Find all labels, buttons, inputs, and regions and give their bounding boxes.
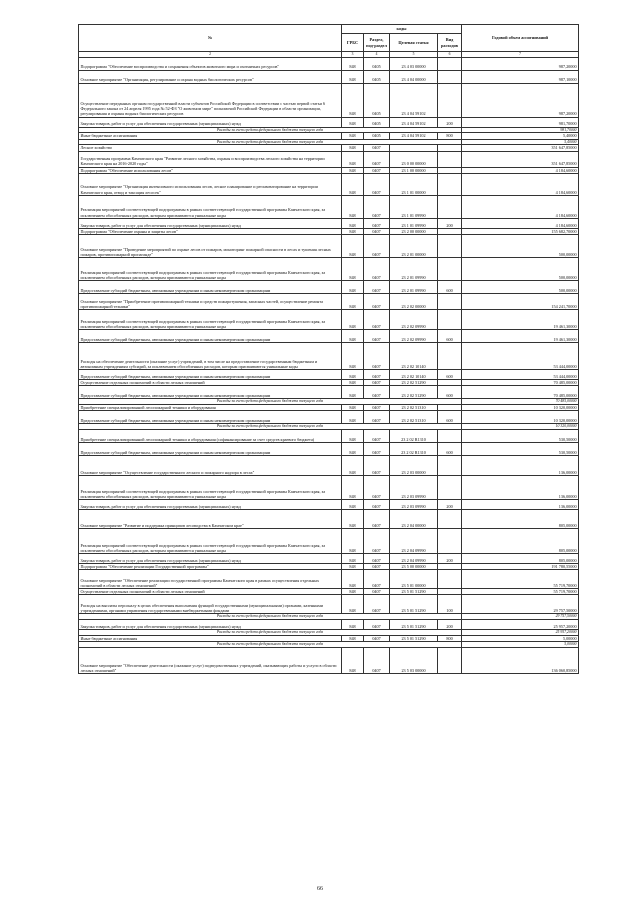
note-text: Расходы за счет средств федерального бюджета текущего года — [79, 127, 462, 133]
target-code: 23 2 03 09990 — [390, 500, 438, 510]
amount: 136 060,85000 — [462, 648, 579, 674]
target-code: 23 4 03 00000 — [390, 57, 438, 70]
index-cell: 6 — [438, 52, 462, 58]
table-row — [79, 57, 579, 70]
razdel-code: 0405 — [364, 83, 390, 117]
table-row — [79, 151, 579, 167]
target-code: 23 2 04 09990 — [390, 554, 438, 564]
item-name: Основное мероприятие "Обеспечение деятельности (оказание услуг) подведомственных учреждений, оказывающих работы и услуги в области лесных отношений" — [79, 648, 342, 674]
amount: 136,00000 — [462, 476, 579, 500]
note-amount: 5,00000 — [462, 642, 579, 648]
razdel-code: 0405 — [364, 133, 390, 139]
header-grbs: ГРБС — [342, 34, 364, 52]
table-row — [79, 430, 579, 443]
target-code: 23 2 01 00000 — [390, 235, 438, 258]
vid-code — [438, 310, 462, 330]
grbs-code: 848 — [342, 620, 364, 630]
item-name: Осуществление отдельных полномочий в области лесных отношений — [79, 589, 342, 595]
amount: 55 719,70000 — [462, 589, 579, 595]
razdel-code: 0405 — [364, 117, 390, 127]
razdel-code: 0407 — [364, 145, 390, 151]
item-name: Подпрограмма "Обеспечение воспроизводства и сохранения объектов животного мира и охотничьих ресурсов" — [79, 57, 342, 70]
amount: 53 444,00000 — [462, 370, 579, 380]
razdel-code: 0407 — [364, 456, 390, 476]
vid-code: 600 — [438, 330, 462, 343]
index-cell: 5 — [390, 52, 438, 58]
vid-code — [438, 70, 462, 83]
razdel-code: 0407 — [364, 476, 390, 500]
note-text: Расходы за счет средств федерального бюджета текущего года — [79, 424, 462, 430]
table-row — [79, 443, 579, 456]
item-name: Реализация мероприятий соответствующей подпрограммы в рамках соответствующей государственной программы Камчатского края, за исключением обособленных расходов, которым присваиваются уникальные коды — [79, 476, 342, 500]
razdel-code: 0407 — [364, 195, 390, 218]
item-name: Основное мероприятие "Обеспечение реализации государственной программы Камчатского края в рамках осуществления отдельных полномочий в области лесных отношений" — [79, 570, 342, 589]
index-cell: 2 — [79, 52, 342, 58]
vid-code: 600 — [438, 386, 462, 399]
table-row — [79, 281, 579, 294]
target-code: 23 4 04 00000 — [390, 70, 438, 83]
amount: 25 957,20000 — [462, 620, 579, 630]
target-code: 23 2 02 10140 — [390, 343, 438, 370]
grbs-code: 848 — [342, 589, 364, 595]
vid-code — [438, 570, 462, 589]
item-name: Подпрограмма "Обеспечение использования лесов" — [79, 167, 342, 173]
vid-code — [438, 529, 462, 554]
razdel-code: 0407 — [364, 620, 390, 630]
target-code: 23 1 01 09990 — [390, 195, 438, 218]
vid-code — [438, 258, 462, 281]
grbs-code: 848 — [342, 554, 364, 564]
grbs-code: 848 — [342, 529, 364, 554]
grbs-code: 848 — [342, 456, 364, 476]
item-name: Основное мероприятие "Проведение мероприятий по охране лесов от пожаров, мониторинг пожарной опасности в лесах и тушения лесных пожаров, противопожарной пропаганде" — [79, 235, 342, 258]
razdel-code: 0407 — [364, 173, 390, 195]
razdel-code: 0407 — [364, 570, 390, 589]
budget-table-page — [78, 24, 578, 674]
grbs-code: 848 — [342, 476, 364, 500]
table-row — [79, 343, 579, 370]
target-code: 23 2 04 09990 — [390, 529, 438, 554]
amount: 53 444,00000 — [462, 343, 579, 370]
table-row — [79, 510, 579, 529]
amount: 4 184,60000 — [462, 195, 579, 218]
amount: 136,00000 — [462, 500, 579, 510]
vid-code: 800 — [438, 133, 462, 139]
table-body — [79, 57, 579, 673]
item-name: Предоставление субсидий бюджетным, автономным учреждениям и иным некоммерческим организациям — [79, 443, 342, 456]
index-cell: 7 — [462, 52, 579, 58]
target-code: 23 2 02 51290 — [390, 386, 438, 399]
target-code: 23 2 02 09990 — [390, 330, 438, 343]
vid-code: 200 — [438, 500, 462, 510]
amount: 19 461,30000 — [462, 310, 579, 330]
razdel-code: 0407 — [364, 589, 390, 595]
index-cell: 4 — [364, 52, 390, 58]
grbs-code: 848 — [342, 343, 364, 370]
razdel-code: 0407 — [364, 294, 390, 310]
razdel-code: 0407 — [364, 554, 390, 564]
item-name: Осуществление переданных органам государственной власти субъектов Российской Федерации в соответствии с частью первой статьи 6 Федерального закона от 24 апреля 1995 года № 52-ФЗ "О животном мире" полномочий Российской Федерации в области организации, регулирования и охраны водных биологических ресурсов — [79, 83, 342, 117]
razdel-code: 0407 — [364, 510, 390, 529]
item-name: Основное мероприятие "Организация интенсивного использования лесов, лесное планирование и регламентирование на территории Камчатского края, отвод и таксация лесосек" — [79, 173, 342, 195]
vid-code — [438, 456, 462, 476]
razdel-code: 0407 — [364, 258, 390, 281]
amount: 29 757,50000 — [462, 595, 579, 614]
grbs-code: 848 — [342, 411, 364, 424]
table-row — [79, 411, 579, 424]
grbs-code: 848 — [342, 380, 364, 386]
amount: 10 320,00000 — [462, 405, 579, 411]
target-code: 23 2 04 00000 — [390, 510, 438, 529]
table-row — [79, 500, 579, 510]
razdel-code: 0407 — [364, 386, 390, 399]
razdel-code: 0407 — [364, 500, 390, 510]
amount: 805,00000 — [462, 554, 579, 564]
amount: 55 719,70000 — [462, 570, 579, 589]
table-row — [79, 70, 579, 83]
grbs-code: 848 — [342, 57, 364, 70]
target-code: 23 2 02 00000 — [390, 294, 438, 310]
table-row — [79, 195, 579, 218]
grbs-code: 848 — [342, 500, 364, 510]
vid-code — [438, 195, 462, 218]
vid-code: 800 — [438, 636, 462, 642]
amount: 155 682,70000 — [462, 228, 579, 234]
vid-code — [438, 235, 462, 258]
target-code: 23 5 01 51290 — [390, 589, 438, 595]
note-text: Расходы за счет средств федерального бюджета текущего года — [79, 399, 462, 405]
table-row — [79, 173, 579, 195]
grbs-code: 848 — [342, 167, 364, 173]
grbs-code: 848 — [342, 117, 364, 127]
target-code: 23 5 03 00000 — [390, 648, 438, 674]
table-row — [79, 456, 579, 476]
vid-code — [438, 648, 462, 674]
header-amount: Годовой объем ассигнований — [462, 25, 579, 52]
item-name: Основное мероприятие "Развитие и поддержка принципов лесоводства в Камчатском крае" — [79, 510, 342, 529]
target-code: 23 1 01 09990 — [390, 218, 438, 228]
note-text: Расходы за счет средств федерального бюджета текущего года — [79, 614, 462, 620]
item-name: Закупка товаров, работ и услуг для обеспечения государственных (муниципальных) нужд — [79, 117, 342, 127]
amount: 500,00000 — [462, 235, 579, 258]
vid-code: 600 — [438, 443, 462, 456]
item-name: Лесное хозяйство — [79, 145, 342, 151]
item-name: Осуществление отдельных полномочий в области лесных отношений — [79, 380, 342, 386]
table-row — [79, 570, 579, 589]
amount: 500,00000 — [462, 281, 579, 294]
amount: 4 184,60000 — [462, 167, 579, 173]
header-target: Целевая статья — [390, 34, 438, 52]
table-row — [79, 83, 579, 117]
grbs-code: 848 — [342, 370, 364, 380]
grbs-code: 848 — [342, 405, 364, 411]
header-razdel: Раздел, под-раздел — [364, 34, 390, 52]
table-row — [79, 554, 579, 564]
target-code: 23 5 00 00000 — [390, 564, 438, 570]
razdel-code: 0407 — [364, 648, 390, 674]
target-code: 23 5 01 51290 — [390, 595, 438, 614]
item-name: Подпрограмма "Обеспечение охраны и защиты лесов" — [79, 228, 342, 234]
note-text: Расходы за счет средств федерального бюджета текущего года — [79, 139, 462, 145]
item-name: Предоставление субсидий бюджетным, автономным учреждениям и иным некоммерческим организациям — [79, 330, 342, 343]
target-code: 23 2 02 51310 — [390, 405, 438, 411]
item-name: Закупка товаров, работ и услуг для обеспечения государственных (муниципальных) нужд — [79, 218, 342, 228]
grbs-code: 848 — [342, 258, 364, 281]
vid-code — [438, 83, 462, 117]
amount: 987,10000 — [462, 70, 579, 83]
razdel-code: 0407 — [364, 218, 390, 228]
amount: 500,00000 — [462, 258, 579, 281]
target-code: 23 2 02 R1310 — [390, 430, 438, 443]
grbs-code: 848 — [342, 595, 364, 614]
table-row — [79, 595, 579, 614]
header-codes: коды — [342, 25, 462, 34]
item-name: Закупка товаров, работ и услуг для обеспечения государственных (муниципальных) нужд — [79, 554, 342, 564]
vid-code: 200 — [438, 554, 462, 564]
item-name: Расходы на выплаты персоналу в целях обеспечения выполнения функций государственными (муниципальными) органами, казенными учреждениями, органами управления государственными внебюджетными фондами — [79, 595, 342, 614]
grbs-code: 848 — [342, 330, 364, 343]
target-code: 23 2 02 R1310 — [390, 443, 438, 456]
grbs-code: 848 — [342, 145, 364, 151]
note-amount: 10 320,00000 — [462, 424, 579, 430]
table-row — [79, 258, 579, 281]
page-number: 66 — [317, 886, 323, 892]
vid-code — [438, 294, 462, 310]
item-name: Основное мероприятие "Осуществление государственного лесного и пожарного надзора в лесах" — [79, 456, 342, 476]
razdel-code: 0407 — [364, 310, 390, 330]
amount: 4 184,60000 — [462, 218, 579, 228]
amount: 191 780,55000 — [462, 564, 579, 570]
amount: 5,00000 — [462, 636, 579, 642]
grbs-code: 848 — [342, 235, 364, 258]
vid-code — [438, 476, 462, 500]
grbs-code: 848 — [342, 570, 364, 589]
item-name: Реализация мероприятий соответствующей подпрограммы в рамках соответствующей государственной программы Камчатского края, за исключением обособленных расходов, которым присваиваются уникальные коды — [79, 195, 342, 218]
item-name: Государственная программа Камчатского края "Развитие лесного хозяйства, охраны и воспроизводства лесного хозяйства на территории Камчатского края на 2016-2020 годы" — [79, 151, 342, 167]
target-code: 23 2 01 09990 — [390, 281, 438, 294]
grbs-code: 848 — [342, 228, 364, 234]
razdel-code: 0407 — [364, 529, 390, 554]
vid-code: 600 — [438, 370, 462, 380]
vid-code: 200 — [438, 620, 462, 630]
target-code: 23 4 04 59102 — [390, 133, 438, 139]
grbs-code: 848 — [342, 510, 364, 529]
vid-code: 100 — [438, 595, 462, 614]
vid-code: 600 — [438, 411, 462, 424]
vid-code: 200 — [438, 218, 462, 228]
item-name: Иные бюджетные ассигнования — [79, 636, 342, 642]
target-code: 23 1 00 00000 — [390, 167, 438, 173]
item-name: Приобретение специализированной лесопожарной техники и оборудования — [79, 405, 342, 411]
target-code: 23 5 01 00000 — [390, 570, 438, 589]
razdel-code: 0407 — [364, 330, 390, 343]
grbs-code: 848 — [342, 443, 364, 456]
table-row — [79, 476, 579, 500]
target-code: 23 2 02 51290 — [390, 380, 438, 386]
table-row — [79, 330, 579, 343]
grbs-code: 848 — [342, 151, 364, 167]
grbs-code: 848 — [342, 310, 364, 330]
header-vid: Вид расходов — [438, 34, 462, 52]
amount: 5,40000 — [462, 133, 579, 139]
razdel-code: 0405 — [364, 70, 390, 83]
razdel-code: 0407 — [364, 167, 390, 173]
target-code: 23 5 01 51290 — [390, 620, 438, 630]
note-amount: 70 485,00000 — [462, 399, 579, 405]
item-name: Реализация мероприятий соответствующей подпрограммы в рамках соответствующей государственной программы Камчатского края, за исключением обособленных расходов, которым присваиваются уникальные коды — [79, 310, 342, 330]
amount: 805,00000 — [462, 510, 579, 529]
note-text: Расходы за счет средств федерального бюджета текущего года — [79, 642, 462, 648]
razdel-code: 0407 — [364, 370, 390, 380]
amount: 4 184,60000 — [462, 173, 579, 195]
target-code: 23 4 04 59102 — [390, 117, 438, 127]
grbs-code: 848 — [342, 70, 364, 83]
table-row — [79, 370, 579, 380]
header-num-name: № — [79, 25, 342, 52]
razdel-code: 0407 — [364, 228, 390, 234]
table-row — [79, 310, 579, 330]
table-row — [79, 235, 579, 258]
razdel-code: 0407 — [364, 595, 390, 614]
grbs-code: 848 — [342, 430, 364, 443]
razdel-code: 0407 — [364, 443, 390, 456]
note-amount: 5,40000 — [462, 139, 579, 145]
razdel-code: 0407 — [364, 636, 390, 642]
amount: 136,00000 — [462, 456, 579, 476]
grbs-code: 848 — [342, 173, 364, 195]
item-name: Основное мероприятие "Приобретение противопожарной техники и средств пожаротушения, запасных частей, осуществление ремонта противопожарной техники" — [79, 294, 342, 310]
item-name: Реализация мероприятий соответствующей подпрограммы в рамках соответствующей государственной программы Камчатского края, за исключением обособленных расходов, которым присваиваются уникальные коды — [79, 529, 342, 554]
amount: 987,20000 — [462, 83, 579, 117]
vid-code — [438, 510, 462, 529]
grbs-code: 848 — [342, 294, 364, 310]
grbs-code: 848 — [342, 281, 364, 294]
target-code: 23 2 03 00000 — [390, 456, 438, 476]
table-row — [79, 620, 579, 630]
target-code: 23 4 04 59102 — [390, 83, 438, 117]
budget-table — [78, 24, 579, 674]
table-row — [79, 294, 579, 310]
table-row — [79, 386, 579, 399]
amount: 154 241,70000 — [462, 294, 579, 310]
amount: 10 320,00000 — [462, 411, 579, 424]
target-code: 23 2 02 10140 — [390, 370, 438, 380]
amount: 70 485,00000 — [462, 386, 579, 399]
target-code: 23 5 01 51290 — [390, 636, 438, 642]
item-name: Подпрограмма "Обеспечение реализации Государственной программы" — [79, 564, 342, 570]
target-code: 23 2 01 09990 — [390, 258, 438, 281]
table-row — [79, 117, 579, 127]
razdel-code: 0407 — [364, 405, 390, 411]
grbs-code: 848 — [342, 636, 364, 642]
razdel-code: 0405 — [364, 57, 390, 70]
table-row — [79, 648, 579, 674]
razdel-code: 0407 — [364, 380, 390, 386]
vid-code — [438, 343, 462, 370]
grbs-code: 848 — [342, 133, 364, 139]
amount: 351 647,85000 — [462, 151, 579, 167]
target-code: 23 2 02 51310 — [390, 411, 438, 424]
amount: 981,70000 — [462, 117, 579, 127]
vid-code — [438, 430, 462, 443]
index-cell: 3 — [342, 52, 364, 58]
target-code: 23 2 00 00000 — [390, 228, 438, 234]
amount: 530,50000 — [462, 443, 579, 456]
razdel-code: 0407 — [364, 411, 390, 424]
item-name: Предоставление субсидий бюджетным, автономным учреждениям и иным некоммерческим организациям — [79, 281, 342, 294]
vid-code — [438, 57, 462, 70]
vid-code — [438, 173, 462, 195]
note-amount: 981,70000 — [462, 127, 579, 133]
item-name: Закупка товаров, работ и услуг для обеспечения государственных (муниципальных) нужд — [79, 500, 342, 510]
table-header — [79, 25, 579, 58]
grbs-code: 848 — [342, 648, 364, 674]
item-name: Предоставление субсидий бюджетным, автономным учреждениям и иным некоммерческим организациям — [79, 370, 342, 380]
item-name: Предоставление субсидий бюджетным, автономным учреждениям и иным некоммерческим организациям — [79, 386, 342, 399]
table-row — [79, 218, 579, 228]
item-name: Предоставление субсидий бюджетным, автономным учреждениям и иным некоммерческим организациям — [79, 411, 342, 424]
razdel-code: 0407 — [364, 235, 390, 258]
note-text: Расходы за счет средств федерального бюджета текущего года — [79, 630, 462, 636]
grbs-code: 848 — [342, 386, 364, 399]
item-name: Расходы на обеспечение деятельности (оказание услуг) учреждений, в том числе на предоставление государственным бюджетным и автономным учреждениям субсидий, за исключением обособленных расходов, которым присваиваются уникальные коды — [79, 343, 342, 370]
vid-code — [438, 151, 462, 167]
item-name: Основное мероприятие "Организация, регулирование и охрана водных биологических ресурсов" — [79, 70, 342, 83]
grbs-code: 848 — [342, 218, 364, 228]
item-name: Приобретение специализированной лесопожарной техники и оборудования (софинансирование за счет средств краевого бюджета) — [79, 430, 342, 443]
note-amount: 29 757,50000 — [462, 614, 579, 620]
grbs-code: 848 — [342, 195, 364, 218]
grbs-code: 848 — [342, 564, 364, 570]
amount: 530,50000 — [462, 430, 579, 443]
item-name: Реализация мероприятий соответствующей подпрограммы в рамках соответствующей государственной программы Камчатского края, за исключением обособленных расходов, которым присваиваются уникальные коды — [79, 258, 342, 281]
vid-code: 200 — [438, 117, 462, 127]
razdel-code: 0407 — [364, 281, 390, 294]
target-code: 23 0 00 00000 — [390, 151, 438, 167]
razdel-code: 0407 — [364, 151, 390, 167]
target-code: 23 2 02 09990 — [390, 310, 438, 330]
amount: 19 461,30000 — [462, 330, 579, 343]
amount: 805,00000 — [462, 529, 579, 554]
vid-code: 600 — [438, 281, 462, 294]
target-code: 23 2 03 09990 — [390, 476, 438, 500]
amount: 987,20000 — [462, 57, 579, 70]
razdel-code: 0407 — [364, 564, 390, 570]
razdel-code: 0407 — [364, 430, 390, 443]
item-name: Закупка товаров, работ и услуг для обеспечения государственных (муниципальных) нужд — [79, 620, 342, 630]
item-name: Иные бюджетные ассигнования — [79, 133, 342, 139]
amount: 70 485,00000 — [462, 380, 579, 386]
table-row — [79, 529, 579, 554]
amount: 351 647,85000 — [462, 145, 579, 151]
grbs-code: 848 — [342, 83, 364, 117]
target-code: 23 1 01 00000 — [390, 173, 438, 195]
note-amount: 25 957,20000 — [462, 630, 579, 636]
razdel-code: 0407 — [364, 343, 390, 370]
